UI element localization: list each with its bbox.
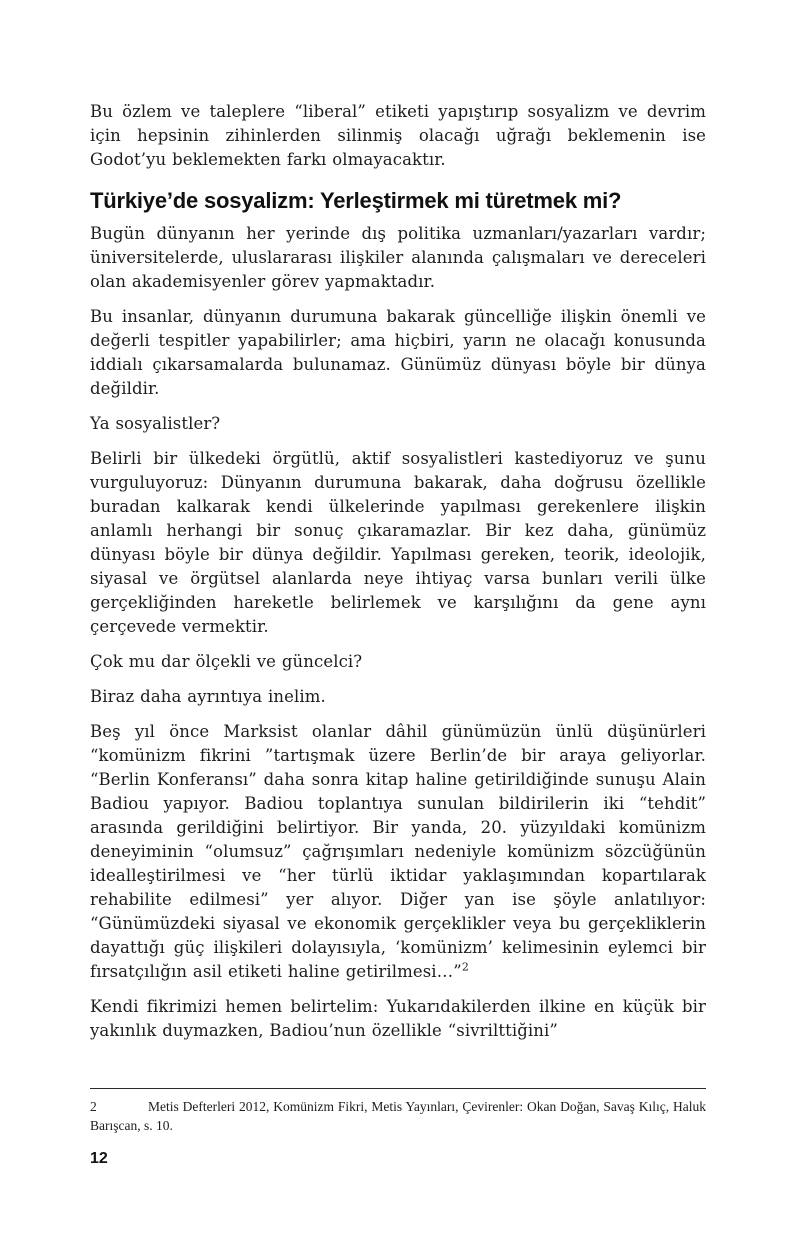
paragraph: Bu insanlar, dünyanın durumuna bakarak güncelliğe ilişkin önemli ve değerli tespitler yapabilirler; ama hiçbiri, yarın ne olacağı konusunda iddialı çıkarsamalarda bulunamaz. Günümüz dünyası böyle bir dünya değildir.	[90, 307, 706, 398]
footnote-divider	[90, 1088, 706, 1089]
section-heading: Türkiye’de sosyalizm: Yerleştirmek mi türetmek mi?	[90, 188, 622, 213]
footnote-area	[90, 1088, 706, 1135]
footnote-ref-marker: 2	[461, 960, 469, 974]
paragraph: Biraz daha ayrıntıya inelim.	[90, 687, 326, 706]
page-content	[90, 100, 706, 1054]
paragraph: Bugün dünyanın her yerinde dış politika uzmanları/yazarları vardır; üniversitelerde, uluslararası ilişkiler alanında çalışmaları ve dereceleri olan akademisyenler görev yapmaktadır.	[90, 224, 706, 291]
page-number: 12	[90, 1150, 108, 1167]
paragraph-text: Beş yıl önce Marksist olanlar dâhil günümüzün ünlü düşünürleri “komünizm fikrini ”tartışmak üzere Berlin’de bir araya geliyorlar. “Berlin Konferansı” daha sonra kitap haline getirildiğinde sunuşu Alain Badiou yapıyor. Badiou toplantıya sunulan bildirilerin iki “tehdit” arasında gerildiğini belirtiyor. Bir yanda, 20. yüzyıldaki komünizm deneyiminin “olumsuz” çağrışımları nedeniyle komünizm sözcüğünün idealleştirilmesi ve “her türlü iktidar yaklaşımından kopartılarak rehabilite edilmesi” yer alıyor. Diğer yan ise şöyle anlatılıyor: “Günümüzdeki siyasal ve ekonomik gerçeklikler veya bu gerçekliklerin dayattığı güç ilişkileri dolayısıyla, ‘komünizm’ kelimesinin eylemci bir fırsatçılığın asil etiketi haline getirilmesi…”	[90, 722, 706, 981]
footnote-text: Metis Defterleri 2012, Komünizm Fikri, Metis Yayınları, Çevirenler: Okan Doğan, Savaş Kılıç, Haluk Barışcan, s. 10.	[90, 1099, 706, 1133]
paragraph: Ya sosyalistler?	[90, 414, 221, 433]
paragraph	[90, 720, 706, 984]
paragraph: Belirli bir ülkedeki örgütlü, aktif sosyalistleri kastediyoruz ve şunu vurguluyoruz: Dünyanın durumuna bakarak, daha doğrusu özellikle buradan kalkarak kendi ülkelerinde yapılması gerekenlere ilişkin anlamlı herhangi bir sonuç çıkaramazlar. Bir kez daha, günümüz dünyası böyle bir dünya değildir. Yapılması gereken, teorik, ideolojik, siyasal ve örgütsel alanlarda neye ihtiyaç varsa bunları verili ülke gerçekliğinden hareketle belirlemek ve karşılığını da gene aynı çerçevede vermektir.	[90, 449, 706, 636]
footnote	[90, 1097, 706, 1135]
footnote-number: 2	[90, 1099, 97, 1114]
paragraph-lead: Bu özlem ve taleplere “liberal” etiketi yapıştırıp sosyalizm ve devrim için hepsinin zihinlerden silinmiş olacağı uğrağı beklemenin ise Godot’yu beklemekten farkı olmayacaktır.	[90, 102, 706, 169]
paragraph: Kendi fikrimizi hemen belirtelim: Yukarıdakilerden ilkine en küçük bir yakınlık duymazken, Badiou’nun özellikle “sivrilttiğini”	[90, 997, 706, 1040]
paragraph: Çok mu dar ölçekli ve güncelci?	[90, 652, 363, 671]
